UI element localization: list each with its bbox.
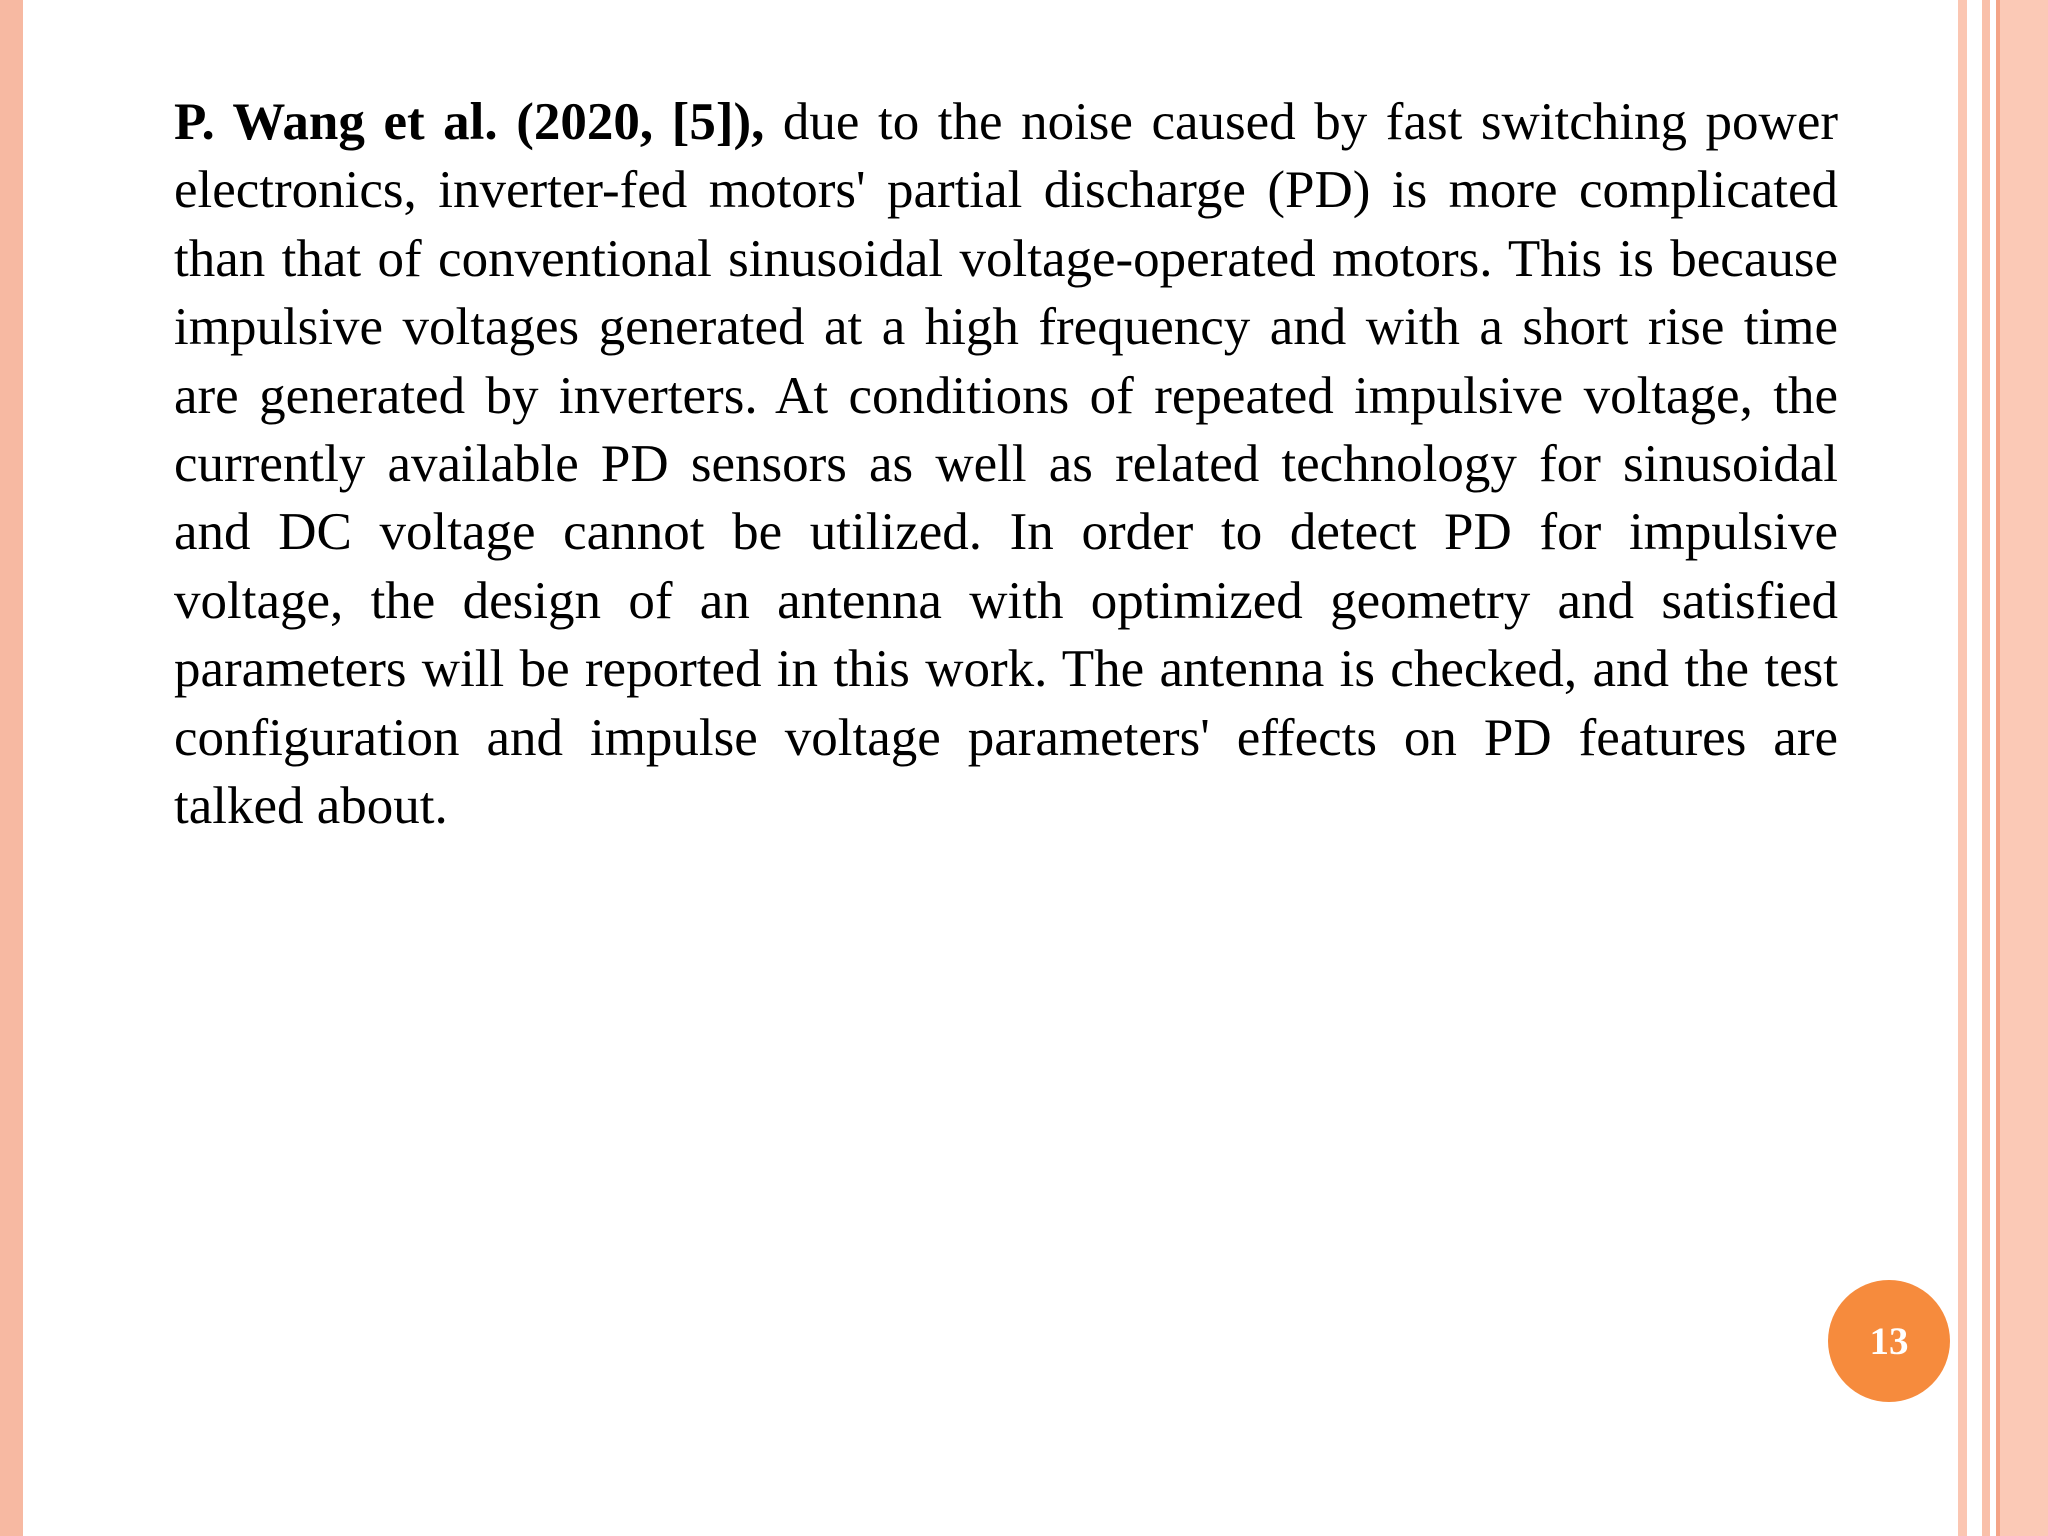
page-number-badge: 13: [1828, 1280, 1950, 1402]
right-border-stripe: [1958, 0, 1967, 1536]
body-paragraph: [174, 88, 1838, 840]
citation: P. Wang et al. (2020, [5]),: [174, 93, 765, 151]
body-text: due to the noise caused by fast switching power electronics, inverter-fed motors' partial discharge (PD) is more complicated than that of conventional sinusoidal voltage-operated motors. This is because impulsive voltages generated at a high frequency and with a short rise time are generated by inverters. At conditions of repeated impulsive voltage, the currently available PD sensors as well as related technology for sinusoidal and DC voltage cannot be utilized. In order to detect PD for impulsive voltage, the design of an antenna with optimized geometry and satisfied parameters will be reported in this work. The antenna is checked, and the test configuration and impulse voltage parameters' effects on PD features are talked about.: [174, 93, 1838, 836]
right-border-band: [2000, 0, 2048, 1536]
right-border-stripe: [1982, 0, 1990, 1536]
right-border-gap: [1967, 0, 1982, 1536]
left-border-stripe: [0, 0, 23, 1536]
